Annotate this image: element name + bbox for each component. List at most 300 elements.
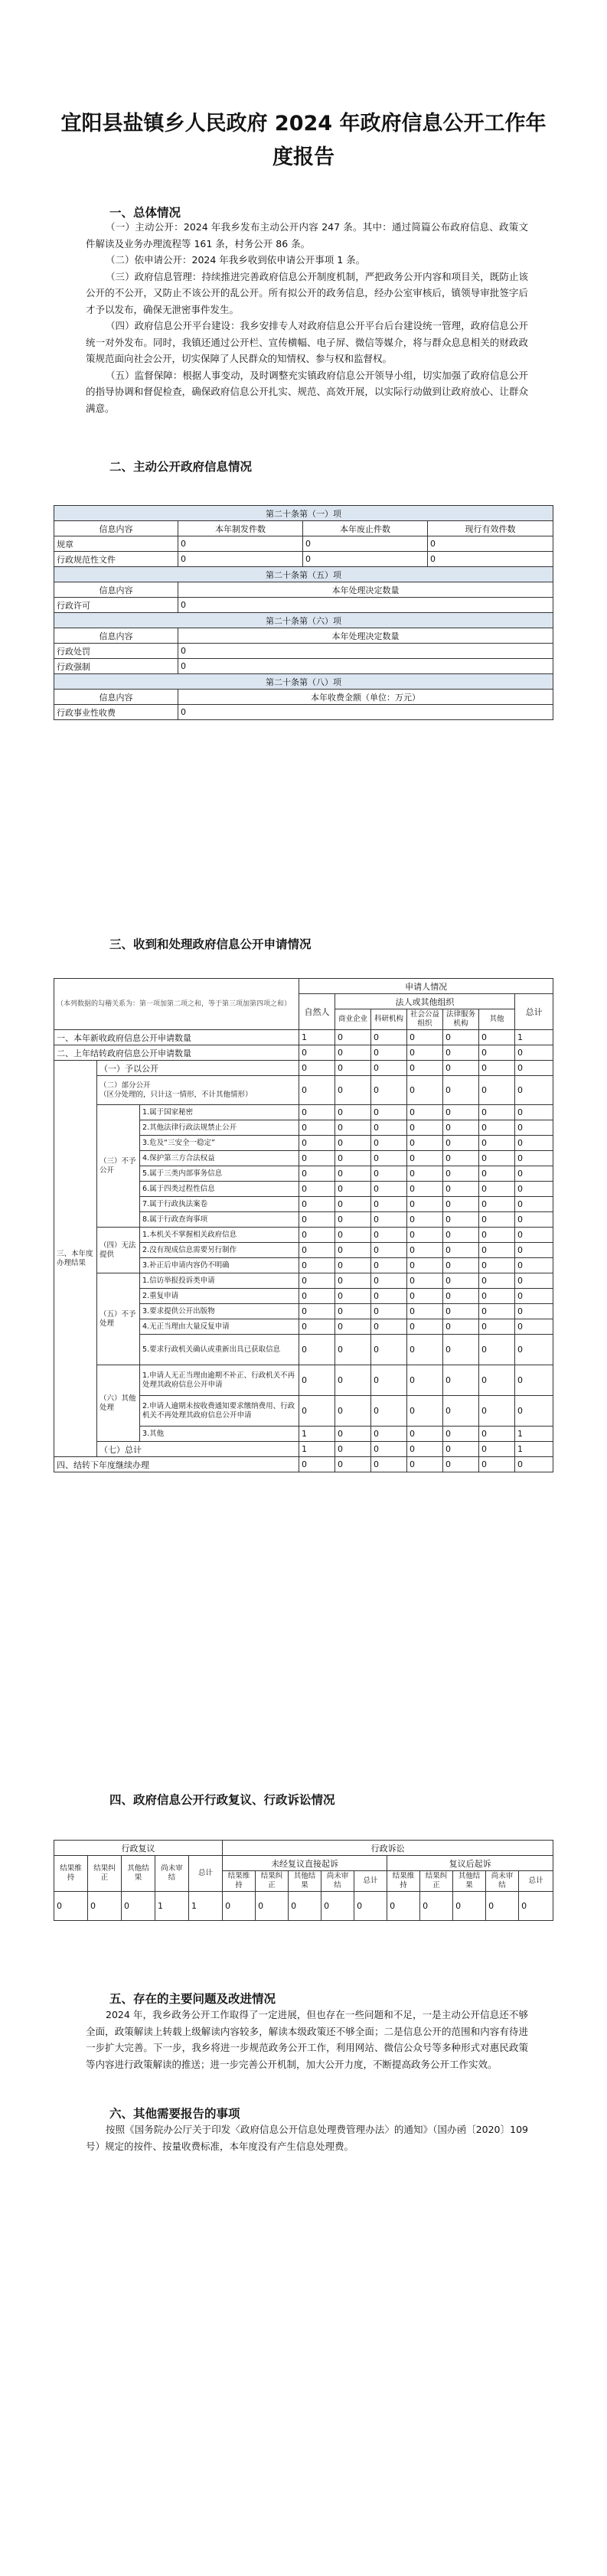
cell-value: 0 xyxy=(515,1365,553,1396)
cell-value: 0 xyxy=(371,1105,407,1120)
cell-value: 0 xyxy=(443,1273,479,1289)
cell-value: 0 xyxy=(443,1304,479,1319)
cell-value: 0 xyxy=(335,1289,371,1304)
cell-value: 0 xyxy=(371,1136,407,1151)
cell-value: 0 xyxy=(335,1076,371,1105)
cell-value: 0 xyxy=(371,1061,407,1076)
cell-value: 0 xyxy=(515,1120,553,1136)
cell-value: 0 xyxy=(299,1105,335,1120)
cell-value: 0 xyxy=(371,1319,407,1335)
cell-value: 0 xyxy=(407,1061,443,1076)
cell-value: 0 xyxy=(443,1166,479,1182)
cell-value: 1 xyxy=(155,1892,189,1921)
cell-value: 0 xyxy=(122,1892,155,1921)
cell-value: 0 xyxy=(407,1319,443,1335)
cell-value: 0 xyxy=(371,1304,407,1319)
cell-value: 0 xyxy=(519,1892,553,1921)
cell-value: 0 xyxy=(371,1120,407,1136)
cell-value: 0 xyxy=(178,536,303,552)
cell-value: 0 xyxy=(299,1396,335,1427)
cell-value: 0 xyxy=(371,1228,407,1243)
after-review-header: 复议后起诉 xyxy=(387,1856,553,1871)
cell-value: 0 xyxy=(299,1335,335,1365)
cell-value: 0 xyxy=(443,1442,479,1457)
cell-value: 0 xyxy=(223,1892,256,1921)
cell-value: 0 xyxy=(335,1319,371,1335)
cell-value: 0 xyxy=(479,1212,515,1228)
cell-value: 0 xyxy=(443,1335,479,1365)
cell-value: 0 xyxy=(479,1030,515,1045)
cell-value: 0 xyxy=(178,598,553,613)
column-header: 其他结果 xyxy=(122,1856,155,1892)
cell-value: 0 xyxy=(443,1427,479,1442)
column-header: 结果维持 xyxy=(387,1871,420,1892)
cell-value: 0 xyxy=(407,1212,443,1228)
row-label: 行政事业性收费 xyxy=(54,705,178,720)
cell-value: 0 xyxy=(515,1212,553,1228)
column-header: 科研机构 xyxy=(371,1009,407,1030)
row-label: 5.属于三类内部事务信息 xyxy=(140,1166,299,1182)
column-header: 信息内容 xyxy=(54,582,178,598)
cell-value: 0 xyxy=(371,1335,407,1365)
column-header: 总计 xyxy=(189,1856,223,1892)
row-label: 行政规范性文件 xyxy=(54,552,178,567)
cell-value: 0 xyxy=(335,1228,371,1243)
cell-value: 0 xyxy=(407,1076,443,1105)
cell-value: 0 xyxy=(407,1365,443,1396)
section-5-heading: 五、存在的主要问题及改进情况 xyxy=(109,1992,276,2006)
row-label: （一）予以公开 xyxy=(97,1061,299,1076)
cell-value: 0 xyxy=(515,1258,553,1273)
cell-value: 0 xyxy=(335,1212,371,1228)
row-label: 4.保护第三方合法权益 xyxy=(140,1151,299,1166)
cell-value: 0 xyxy=(443,1045,479,1061)
cell-value: 0 xyxy=(178,644,553,659)
table-row xyxy=(54,1273,553,1289)
row-label: 1.信访举报投诉类申请 xyxy=(140,1273,299,1289)
column-header: 尚未审结 xyxy=(486,1871,519,1892)
paragraph: （四）政府信息公开平台建设：我乡安排专人对政府信息公开平台后台建设统一管理，政府信息公开统一对外发布。同时，我镇还通过公开栏、宣传横幅、电子屏、微信等媒介，将与群众息息相关的财政政策规范面向社会公开，切实保障了人民群众的知情权、参与权和监督权。 xyxy=(86,320,528,364)
cell-value: 0 xyxy=(335,1273,371,1289)
row-label: 一、本年新收政府信息公开申请数量 xyxy=(54,1030,299,1045)
cell-value: 0 xyxy=(515,1136,553,1151)
cell-value: 0 xyxy=(443,1182,479,1197)
cell-value: 0 xyxy=(479,1045,515,1061)
column-header: 本年收费金额（单位：万元） xyxy=(178,690,553,705)
cell-value: 0 xyxy=(335,1304,371,1319)
cell-value: 0 xyxy=(371,1427,407,1442)
row-label: 1.申请人无正当理由逾期不补正、行政机关不再处理其政府信息公开申请 xyxy=(140,1365,299,1396)
cell-value: 0 xyxy=(371,1457,407,1472)
section-5-body xyxy=(86,2007,528,2072)
cell-value: 0 xyxy=(443,1197,479,1212)
table-row xyxy=(54,1045,553,1061)
result-group-label: 三、本年度办理结果 xyxy=(54,1061,97,1457)
band-row: 第二十条第（五）项 xyxy=(54,567,553,582)
cell-value: 0 xyxy=(443,1212,479,1228)
row-label: 2.申请人逾期未按收费通知要求缴纳费用、行政机关不再处理其政府信息公开申请 xyxy=(140,1396,299,1427)
cell-value: 0 xyxy=(335,1243,371,1258)
column-header: 总计 xyxy=(519,1871,553,1892)
cell-value: 1 xyxy=(299,1442,335,1457)
row-label: 1.本机关不掌握相关政府信息 xyxy=(140,1228,299,1243)
table-row xyxy=(54,1457,553,1472)
page-title: 宜阳县盐镇乡人民政府 2024 年政府信息公开工作年度报告 xyxy=(60,112,547,169)
column-header: 本年制发件数 xyxy=(178,521,303,536)
cell-value: 0 xyxy=(479,1365,515,1396)
cell-value: 0 xyxy=(303,536,428,552)
cell-value: 0 xyxy=(453,1892,486,1921)
cell-value: 0 xyxy=(54,1892,88,1921)
cell-value: 0 xyxy=(515,1151,553,1166)
row-label: 6.属于四类过程性信息 xyxy=(140,1182,299,1197)
paragraph: （五）监督保障：根据人事变动，及时调整充实镇政府信息公开领导小组，切实加强了政府信息公开的指导协调和督促检查，确保政府信息公开扎实、规范、高效开展，以实际行动做到让政府放心、让群众满意。 xyxy=(86,369,528,414)
cell-value: 0 xyxy=(335,1151,371,1166)
cell-value: 0 xyxy=(335,1105,371,1120)
cell-value: 0 xyxy=(428,536,553,552)
row-label: 3.补正后申请内容仍不明确 xyxy=(140,1258,299,1273)
row-label: 2.没有现成信息需要另行制作 xyxy=(140,1243,299,1258)
cell-value: 0 xyxy=(299,1197,335,1212)
paragraph: 按照《国务院办公厅关于印发〈政府信息公开信息处理费管理办法〉的通知》（国办函〔2020〕109 号）规定的按件、按量收费标准，本年度没有产生信息处理费。 xyxy=(86,2124,528,2152)
section-6-body xyxy=(86,2121,528,2154)
cell-value: 0 xyxy=(515,1182,553,1197)
cell-value: 0 xyxy=(479,1258,515,1273)
cell-value: 0 xyxy=(335,1365,371,1396)
cell-value: 0 xyxy=(443,1076,479,1105)
paragraph: （三）政府信息管理：持续推进完善政府信息公开制度机制，严把政务公开内容和项目关，既防止该公开的不公开，又防止不该公开的乱公开。所有拟公开的政务信息，经办公室审核后，镇领导审批签字后才予以发布，确保无泄密事件发生。 xyxy=(86,270,528,315)
cell-value: 0 xyxy=(371,1365,407,1396)
column-header: 信息内容 xyxy=(54,521,178,536)
column-header: 总计 xyxy=(354,1871,387,1892)
row-label: 7.属于行政执法案卷 xyxy=(140,1197,299,1212)
cell-value: 0 xyxy=(299,1151,335,1166)
cell-value: 1 xyxy=(515,1442,553,1457)
cell-value: 0 xyxy=(407,1427,443,1442)
cell-value: 0 xyxy=(515,1061,553,1076)
cell-value: 0 xyxy=(371,1182,407,1197)
cell-value: 0 xyxy=(335,1030,371,1045)
cell-value: 0 xyxy=(515,1289,553,1304)
cell-value: 0 xyxy=(407,1258,443,1273)
cell-value: 0 xyxy=(479,1396,515,1427)
column-header: 尚未审结 xyxy=(321,1871,354,1892)
cell-value: 0 xyxy=(407,1030,443,1045)
cell-value: 0 xyxy=(479,1457,515,1472)
cell-value: 0 xyxy=(479,1228,515,1243)
cell-value: 0 xyxy=(256,1892,289,1921)
cell-value: 0 xyxy=(371,1166,407,1182)
cell-value: 0 xyxy=(371,1243,407,1258)
cell-value: 0 xyxy=(299,1289,335,1304)
cell-value: 1 xyxy=(515,1427,553,1442)
cell-value: 0 xyxy=(299,1243,335,1258)
row-label xyxy=(97,1076,299,1105)
cell-value: 0 xyxy=(178,705,553,720)
row-label: 行政处罚 xyxy=(54,644,178,659)
cell-value: 0 xyxy=(407,1120,443,1136)
row-label: 规章 xyxy=(54,536,178,552)
cell-value: 0 xyxy=(479,1427,515,1442)
cell-value: 0 xyxy=(515,1105,553,1120)
cell-value: 0 xyxy=(407,1228,443,1243)
cell-value: 0 xyxy=(407,1045,443,1061)
cell-value: 0 xyxy=(479,1442,515,1457)
column-header: 其他 xyxy=(479,1009,515,1030)
cell-value: 0 xyxy=(371,1212,407,1228)
cell-value: 0 xyxy=(178,659,553,674)
section-2-heading: 二、主动公开政府信息情况 xyxy=(109,460,253,474)
cell-value: 0 xyxy=(335,1182,371,1197)
cell-value: 0 xyxy=(420,1892,453,1921)
cell-value: 0 xyxy=(371,1045,407,1061)
subgroup-label: （六）其他处理 xyxy=(97,1365,140,1442)
cell-value: 0 xyxy=(515,1304,553,1319)
cell-value: 0 xyxy=(515,1273,553,1289)
cell-value: 0 xyxy=(335,1396,371,1427)
cell-value: 0 xyxy=(407,1289,443,1304)
table-row xyxy=(54,1228,553,1243)
subgroup-label: （四）无法提供 xyxy=(97,1228,140,1273)
cell-value: 0 xyxy=(443,1365,479,1396)
column-header: 信息内容 xyxy=(54,690,178,705)
cell-value: 0 xyxy=(515,1228,553,1243)
cell-value: 0 xyxy=(515,1396,553,1427)
cell-value: 0 xyxy=(479,1335,515,1365)
cell-value: 0 xyxy=(443,1289,479,1304)
row-label: 四、结转下年度继续办理 xyxy=(54,1457,299,1472)
total-header: 总计 xyxy=(515,994,553,1030)
cell-value: 0 xyxy=(371,1442,407,1457)
cell-value: 0 xyxy=(335,1442,371,1457)
row-label: 3.其他 xyxy=(140,1427,299,1442)
cell-value: 1 xyxy=(299,1427,335,1442)
cell-value: 0 xyxy=(515,1319,553,1335)
column-header: 结果维持 xyxy=(223,1871,256,1892)
cell-value: 0 xyxy=(515,1076,553,1105)
cell-value: 1 xyxy=(515,1030,553,1045)
cell-value: 0 xyxy=(299,1076,335,1105)
partial-open-note: （区分处理的，只计这一情形，不计其他情形） xyxy=(100,1090,253,1099)
column-header: 本年处理决定数量 xyxy=(178,582,553,598)
column-header: 结果纠正 xyxy=(420,1871,453,1892)
cell-value: 0 xyxy=(479,1182,515,1197)
cell-value: 1 xyxy=(189,1892,223,1921)
column-header: 本年处理决定数量 xyxy=(178,628,553,644)
cell-value: 0 xyxy=(299,1212,335,1228)
cell-value: 0 xyxy=(407,1166,443,1182)
cell-value: 0 xyxy=(428,552,553,567)
row-label: （七）总计 xyxy=(97,1442,299,1457)
cell-value: 0 xyxy=(335,1120,371,1136)
cell-value: 0 xyxy=(335,1061,371,1076)
row-label: 二、上年结转政府信息公开申请数量 xyxy=(54,1045,299,1061)
row-label: 8.属于行政查询事项 xyxy=(140,1212,299,1228)
column-header: 结果纠正 xyxy=(256,1871,289,1892)
band-row: 第二十条第（八）项 xyxy=(54,674,553,690)
row-label: 行政强制 xyxy=(54,659,178,674)
cell-value: 0 xyxy=(479,1166,515,1182)
row-label: 行政许可 xyxy=(54,598,178,613)
cell-value: 0 xyxy=(479,1273,515,1289)
band-row: 第二十条第（一）项 xyxy=(54,506,553,521)
cell-value: 0 xyxy=(407,1151,443,1166)
cell-value: 0 xyxy=(479,1076,515,1105)
paragraph: （二）依申请公开：2024 年我乡收到依申请公开事项 1 条。 xyxy=(106,254,366,266)
column-header: 其他结果 xyxy=(289,1871,321,1892)
cell-value: 0 xyxy=(299,1365,335,1396)
table-row xyxy=(54,1076,553,1105)
cell-value: 0 xyxy=(321,1892,354,1921)
cell-value: 0 xyxy=(407,1243,443,1258)
active-disclosure-table xyxy=(54,505,553,720)
cell-value: 0 xyxy=(371,1396,407,1427)
cell-value: 0 xyxy=(479,1197,515,1212)
review-lawsuit-table xyxy=(54,1840,553,1921)
cell-value: 0 xyxy=(515,1166,553,1182)
cell-value: 0 xyxy=(515,1045,553,1061)
cell-value: 0 xyxy=(299,1457,335,1472)
cell-value: 0 xyxy=(299,1258,335,1273)
table-row xyxy=(54,1365,553,1396)
applicant-header: 申请人情况 xyxy=(299,979,553,994)
cell-value: 0 xyxy=(371,1258,407,1273)
cell-value: 0 xyxy=(479,1319,515,1335)
cell-value: 0 xyxy=(407,1335,443,1365)
natural-person-header: 自然人 xyxy=(299,994,335,1030)
table-row xyxy=(54,1442,553,1457)
cell-value: 0 xyxy=(407,1304,443,1319)
legal-group-header: 法人或其他组织 xyxy=(335,994,515,1009)
cell-value: 0 xyxy=(299,1304,335,1319)
cell-value: 0 xyxy=(479,1243,515,1258)
row-label: 2.其他法律行政法规禁止公开 xyxy=(140,1120,299,1136)
section-1-body xyxy=(86,219,528,416)
row-label: 4.无正当理由大量反复申请 xyxy=(140,1319,299,1335)
cell-value: 0 xyxy=(303,552,428,567)
band-row: 第二十条第（六）项 xyxy=(54,613,553,628)
cell-value: 0 xyxy=(479,1136,515,1151)
cell-value: 0 xyxy=(479,1151,515,1166)
column-header: 法律服务机构 xyxy=(443,1009,479,1030)
review-header: 行政复议 xyxy=(54,1841,223,1856)
cell-value: 0 xyxy=(443,1243,479,1258)
cell-value: 0 xyxy=(479,1289,515,1304)
table-row xyxy=(54,1105,553,1120)
cell-value: 0 xyxy=(289,1892,321,1921)
applications-table xyxy=(54,978,553,1472)
cell-value: 0 xyxy=(407,1442,443,1457)
cell-value: 0 xyxy=(486,1892,519,1921)
section-1-heading: 一、总体情况 xyxy=(109,206,181,220)
cell-value: 0 xyxy=(443,1061,479,1076)
cell-value: 0 xyxy=(479,1120,515,1136)
cell-value: 0 xyxy=(335,1457,371,1472)
cell-value: 0 xyxy=(479,1105,515,1120)
row-label: 5.要求行政机关确认或重新出具已获取信息 xyxy=(140,1335,299,1365)
lawsuit-header: 行政诉讼 xyxy=(223,1841,553,1856)
cell-value: 0 xyxy=(371,1076,407,1105)
cell-value: 0 xyxy=(299,1136,335,1151)
section-6-heading: 六、其他需要报告的事项 xyxy=(109,2107,240,2121)
cell-value: 0 xyxy=(299,1045,335,1061)
cell-value: 0 xyxy=(407,1105,443,1120)
cell-value: 0 xyxy=(335,1197,371,1212)
cell-value: 1 xyxy=(299,1030,335,1045)
cell-value: 0 xyxy=(443,1136,479,1151)
column-header: 尚未审结 xyxy=(155,1856,189,1892)
cell-value: 0 xyxy=(299,1182,335,1197)
table-note: （本列数据的勾稽关系为：第一项加第二项之和，等于第三项加第四项之和） xyxy=(54,979,299,1030)
cell-value: 0 xyxy=(407,1136,443,1151)
subgroup-label: （五）不予处理 xyxy=(97,1273,140,1365)
cell-value: 0 xyxy=(443,1396,479,1427)
cell-value: 0 xyxy=(407,1197,443,1212)
cell-value: 0 xyxy=(515,1243,553,1258)
cell-value: 0 xyxy=(443,1258,479,1273)
cell-value: 0 xyxy=(299,1061,335,1076)
cell-value: 0 xyxy=(515,1457,553,1472)
cell-value: 0 xyxy=(299,1319,335,1335)
cell-value: 0 xyxy=(479,1304,515,1319)
column-header: 其他结果 xyxy=(453,1871,486,1892)
cell-value: 0 xyxy=(88,1892,122,1921)
cell-value: 0 xyxy=(299,1120,335,1136)
direct-suit-header: 未经复议直接起诉 xyxy=(223,1856,387,1871)
column-header: 商业企业 xyxy=(335,1009,371,1030)
cell-value: 0 xyxy=(443,1228,479,1243)
cell-value: 0 xyxy=(371,1273,407,1289)
column-header: 本年废止件数 xyxy=(303,521,428,536)
cell-value: 0 xyxy=(371,1030,407,1045)
cell-value: 0 xyxy=(443,1457,479,1472)
cell-value: 0 xyxy=(407,1457,443,1472)
cell-value: 0 xyxy=(407,1396,443,1427)
column-header: 信息内容 xyxy=(54,628,178,644)
cell-value: 0 xyxy=(479,1061,515,1076)
section-4-heading: 四、政府信息公开行政复议、行政诉讼情况 xyxy=(109,1793,335,1807)
cell-value: 0 xyxy=(335,1045,371,1061)
cell-value: 0 xyxy=(299,1228,335,1243)
cell-value: 0 xyxy=(407,1273,443,1289)
cell-value: 0 xyxy=(387,1892,420,1921)
row-label: 3.要求提供公开出版物 xyxy=(140,1304,299,1319)
cell-value: 0 xyxy=(354,1892,387,1921)
column-header: 结果维持 xyxy=(54,1856,88,1892)
cell-value: 0 xyxy=(299,1273,335,1289)
cell-value: 0 xyxy=(335,1258,371,1273)
paragraph: 2024 年，我乡政务公开工作取得了一定进展，但也存在一些问题和不足，一是主动公开信息还不够全面，政策解读上转载上级解读内容较多，解读本级政策还不够全面；二是信息公开的范围和内容有待进一步扩大完善。下一步，我乡将进一步规范政务公开工作，利用网站、微信公众号等多种形式对惠民政策等内容进行政策解读的推送；进一步完善公开机制，加大公开力度，不断提高政务公开工作实效。 xyxy=(86,2009,528,2070)
cell-value: 0 xyxy=(443,1151,479,1166)
cell-value: 0 xyxy=(371,1151,407,1166)
cell-value: 0 xyxy=(515,1335,553,1365)
section-3-heading: 三、收到和处理政府信息公开申请情况 xyxy=(109,937,312,951)
cell-value: 0 xyxy=(178,552,303,567)
cell-value: 0 xyxy=(371,1289,407,1304)
cell-value: 0 xyxy=(443,1105,479,1120)
table-row xyxy=(54,1030,553,1045)
cell-value: 0 xyxy=(335,1136,371,1151)
cell-value: 0 xyxy=(335,1427,371,1442)
cell-value: 0 xyxy=(335,1335,371,1365)
row-label: 1.属于国家秘密 xyxy=(140,1105,299,1120)
row-label: 3.危及“三安全一稳定” xyxy=(140,1136,299,1151)
cell-value: 0 xyxy=(443,1030,479,1045)
column-header: 结果纠正 xyxy=(88,1856,122,1892)
row-label: 2.重复申请 xyxy=(140,1289,299,1304)
cell-value: 0 xyxy=(335,1166,371,1182)
cell-value: 0 xyxy=(443,1120,479,1136)
